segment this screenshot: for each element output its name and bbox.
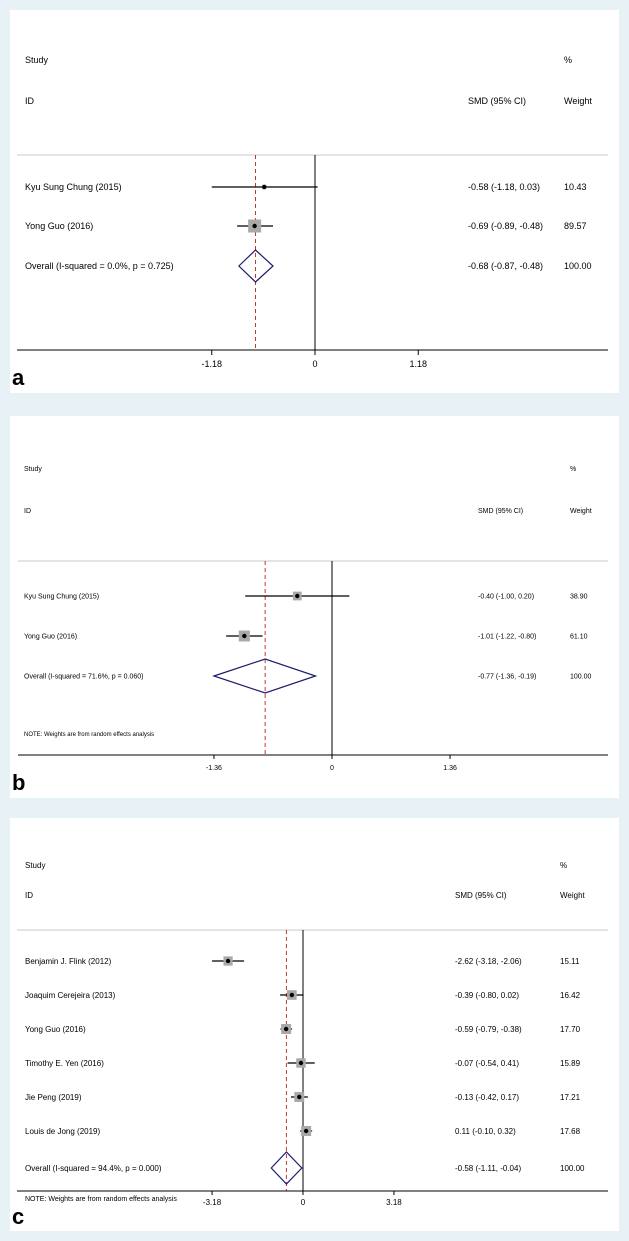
- study-weight-text: 17.70: [560, 1024, 581, 1034]
- forest-plot-c: [10, 818, 619, 1231]
- study-weight-text: 16.42: [560, 990, 581, 1000]
- header-id: ID: [25, 96, 34, 106]
- header-id: ID: [25, 891, 33, 900]
- overall-label: Overall (I-squared = 94.4%, p = 0.000): [25, 1163, 162, 1173]
- header-smd: SMD (95% CI): [468, 96, 527, 106]
- study-label: Kyu Sung Chung (2015): [25, 182, 122, 193]
- header-percent: %: [570, 466, 577, 473]
- panel-letter: c: [12, 1204, 25, 1229]
- header-id: ID: [24, 508, 31, 515]
- header-smd: SMD (95% CI): [455, 891, 507, 900]
- study-label: Jie Peng (2019): [25, 1092, 82, 1102]
- x-tick-label: 1.36: [443, 765, 457, 772]
- x-tick-label: -1.36: [205, 765, 222, 772]
- overall-weight-text: 100.00: [564, 261, 592, 272]
- study-ci-text: -0.40 (-1.00, 0.20): [478, 593, 535, 601]
- header-weight: Weight: [570, 508, 592, 515]
- study-ci-text: -0.39 (-0.80, 0.02): [455, 990, 520, 1000]
- random-effects-note: NOTE: Weights are from random effects analysis: [25, 1196, 177, 1203]
- overall-weight-text: 100.00: [560, 1163, 585, 1173]
- x-tick-label: 1.18: [409, 359, 428, 369]
- forest-plot-a: [10, 10, 619, 393]
- x-tick-label: 0: [330, 765, 334, 772]
- x-tick-label: 0: [300, 1198, 306, 1207]
- study-weight-text: 10.43: [564, 182, 587, 193]
- x-tick-label: 0: [312, 359, 318, 369]
- study-point: [242, 634, 246, 638]
- study-weight-text: 89.57: [564, 221, 587, 232]
- study-point: [299, 1061, 303, 1065]
- study-point: [226, 959, 230, 963]
- overall-ci-text: -0.77 (-1.36, -0.19): [478, 673, 537, 681]
- study-ci-text: -0.59 (-0.79, -0.38): [455, 1024, 522, 1034]
- study-point: [290, 993, 294, 997]
- study-label: Yong Guo (2016): [25, 1024, 86, 1034]
- study-label: Yong Guo (2016): [24, 633, 78, 641]
- x-tick-label: 3.18: [386, 1198, 402, 1207]
- panel-letter: a: [12, 365, 25, 390]
- header-study: Study: [24, 466, 42, 473]
- study-ci-text: -2.62 (-3.18, -2.06): [455, 956, 522, 966]
- study-point: [304, 1129, 308, 1133]
- study-point: [252, 224, 256, 228]
- study-ci-text: -0.13 (-0.42, 0.17): [455, 1092, 520, 1102]
- header-percent: %: [564, 55, 573, 65]
- study-weight-text: 17.68: [560, 1126, 581, 1136]
- study-ci-text: -0.69 (-0.89, -0.48): [468, 221, 544, 232]
- study-ci-text: -0.07 (-0.54, 0.41): [455, 1058, 520, 1068]
- panel-letter: b: [12, 770, 26, 795]
- study-label: Yong Guo (2016): [25, 221, 94, 232]
- study-point: [262, 185, 266, 189]
- overall-ci-text: -0.58 (-1.11, -0.04): [455, 1163, 522, 1173]
- forest-panel-c: [10, 818, 619, 1231]
- study-point: [295, 594, 299, 598]
- header-study: Study: [25, 861, 46, 870]
- study-point: [297, 1095, 301, 1099]
- header-study: Study: [25, 55, 49, 65]
- header-weight: Weight: [564, 96, 592, 106]
- study-weight-text: 17.21: [560, 1092, 581, 1102]
- study-label: Benjamin J. Flink (2012): [25, 956, 112, 966]
- study-ci-text: 0.11 (-0.10, 0.32): [455, 1126, 516, 1136]
- overall-label: Overall (I-squared = 0.0%, p = 0.725): [25, 261, 174, 272]
- study-label: Kyu Sung Chung (2015): [24, 593, 100, 601]
- header-percent: %: [560, 861, 568, 870]
- study-point: [284, 1027, 288, 1031]
- study-weight-text: 15.89: [560, 1058, 581, 1068]
- study-ci-text: -0.58 (-1.18, 0.03): [468, 182, 541, 193]
- overall-label: Overall (I-squared = 71.6%, p = 0.060): [24, 673, 144, 681]
- header-weight: Weight: [560, 891, 585, 900]
- forest-plot-b: [10, 416, 619, 798]
- study-weight-text: 61.10: [570, 633, 588, 641]
- x-tick-label: -1.18: [201, 359, 223, 369]
- overall-ci-text: -0.68 (-0.87, -0.48): [468, 261, 544, 272]
- study-ci-text: -1.01 (-1.22, -0.80): [478, 633, 537, 641]
- forest-panel-a: [10, 10, 619, 393]
- overall-weight-text: 100.00: [570, 673, 592, 681]
- random-effects-note: NOTE: Weights are from random effects analysis: [24, 732, 155, 738]
- study-label: Timothy E. Yen (2016): [25, 1058, 104, 1068]
- study-weight-text: 38.90: [570, 593, 588, 601]
- forest-panel-b: [10, 416, 619, 798]
- study-label: Joaquim Cerejeira (2013): [25, 990, 116, 1000]
- x-tick-label: -3.18: [202, 1198, 222, 1207]
- study-label: Louis de Jong (2019): [25, 1126, 101, 1136]
- header-smd: SMD (95% CI): [478, 508, 524, 515]
- study-weight-text: 15.11: [560, 956, 580, 966]
